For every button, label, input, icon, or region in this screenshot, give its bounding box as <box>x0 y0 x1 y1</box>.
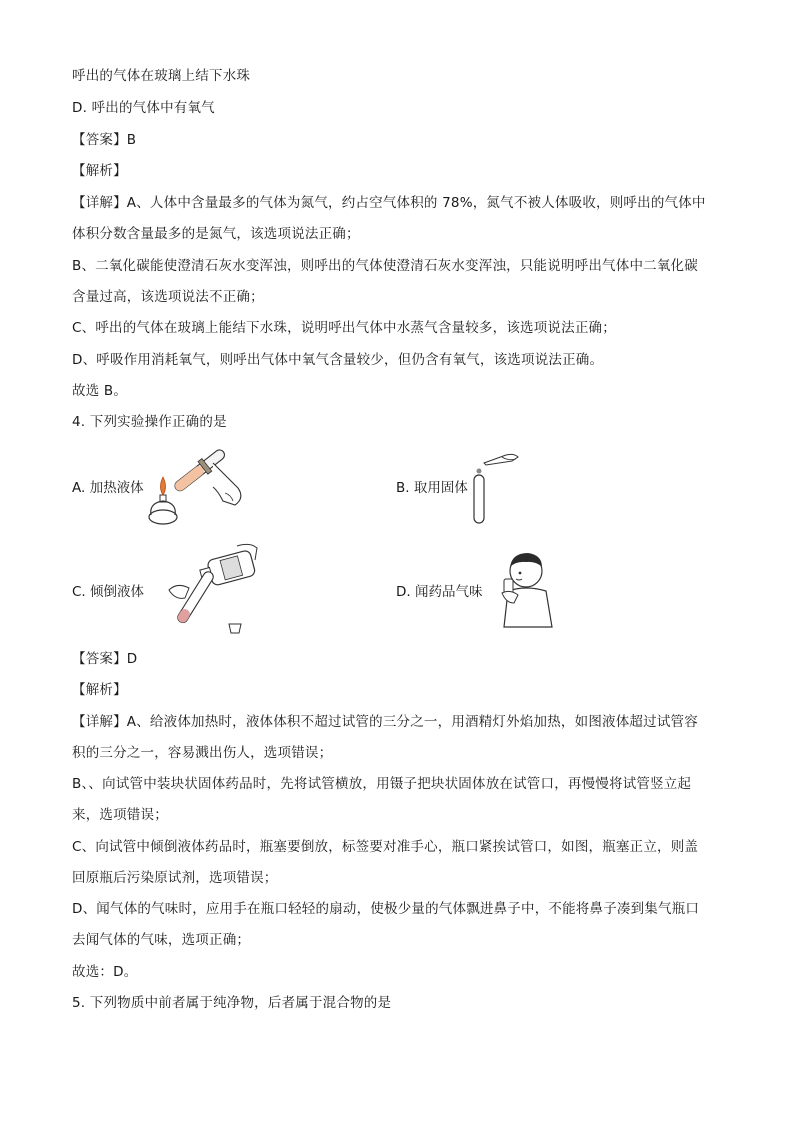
heating-liquid-figure <box>143 443 248 531</box>
explanation-line: 体积分数含量最多的是氮气，该选项说法正确； <box>72 226 360 242</box>
explanation-line: B、、向试管中装块状固体药品时，先将试管横放，用镊子把块状固体放在试管口，再慢慢将试管竖立起 <box>72 776 692 792</box>
explanation-line: 含量过高，该选项说法不正确； <box>72 289 264 305</box>
conclusion-line: 故选：D。 <box>72 964 138 980</box>
explanation-line: C、呼出的气体在玻璃上能结下水珠，说明呼出气体中水蒸气含量较多，该选项说法正确； <box>72 320 616 336</box>
explanation-line: 来，选项错误； <box>72 807 168 823</box>
explanation-line: 回原瓶后污染原试剂，选项错误； <box>72 870 278 886</box>
answer-label: 【答案】D <box>72 651 138 667</box>
option-c-label: C. 倾倒液体 <box>72 584 145 600</box>
explanation-line: 【详解】A、给液体加热时，液体体积不超过试管的三分之一，用酒精灯外焰加热，如图液体超过试管容 <box>72 714 698 730</box>
explanation-line: 去闻气体的气味，选项正确； <box>72 932 251 948</box>
pouring-liquid-figure <box>155 540 265 636</box>
option-d-prev: D. 呼出的气体中有氧气 <box>72 100 215 116</box>
question-title: 4. 下列实验操作正确的是 <box>72 414 227 430</box>
text-line: 呼出的气体在玻璃上结下水珠 <box>72 68 251 84</box>
smelling-chemical-figure <box>496 549 560 629</box>
option-a-label: A. 加热液体 <box>72 480 144 496</box>
option-d-label: D. 闻药品气味 <box>396 584 483 600</box>
conclusion-line: 故选 B。 <box>72 383 128 399</box>
explanation-line: 【详解】A、人体中含量最多的气体为氮气，约占空气体积的 78%，氮气不被人体吸收，则呼出的气体中 <box>72 195 706 211</box>
analysis-label: 【解析】 <box>72 682 127 698</box>
explanation-line: D、闻气体的气味时，应用手在瓶口轻轻的扇动，使极少量的气体飘进鼻子中，不能将鼻子凑到集气瓶口 <box>72 901 700 917</box>
question-title: 5. 下列物质中前者属于纯净物，后者属于混合物的是 <box>72 995 392 1011</box>
explanation-line: 积的三分之一，容易溅出伤人，选项错误； <box>72 745 333 761</box>
explanation-line: C、向试管中倾倒液体药品时，瓶塞要倒放，标签要对准手心，瓶口紧挨试管口，如图，瓶塞正立，则盖 <box>72 839 699 855</box>
option-b-label: B. 取用固体 <box>396 480 468 496</box>
taking-solid-figure <box>470 447 522 527</box>
answer-label: 【答案】B <box>72 132 137 148</box>
explanation-line: D、呼吸作用消耗氧气，则呼出气体中氧气含量较少，但仍含有氧气，该选项说法正确。 <box>72 352 604 368</box>
analysis-label: 【解析】 <box>72 163 127 179</box>
explanation-line: B、二氧化碳能使澄清石灰水变浑浊，则呼出的气体使澄清石灰水变浑浊，只能说明呼出气体中二氧化碳 <box>72 258 698 274</box>
